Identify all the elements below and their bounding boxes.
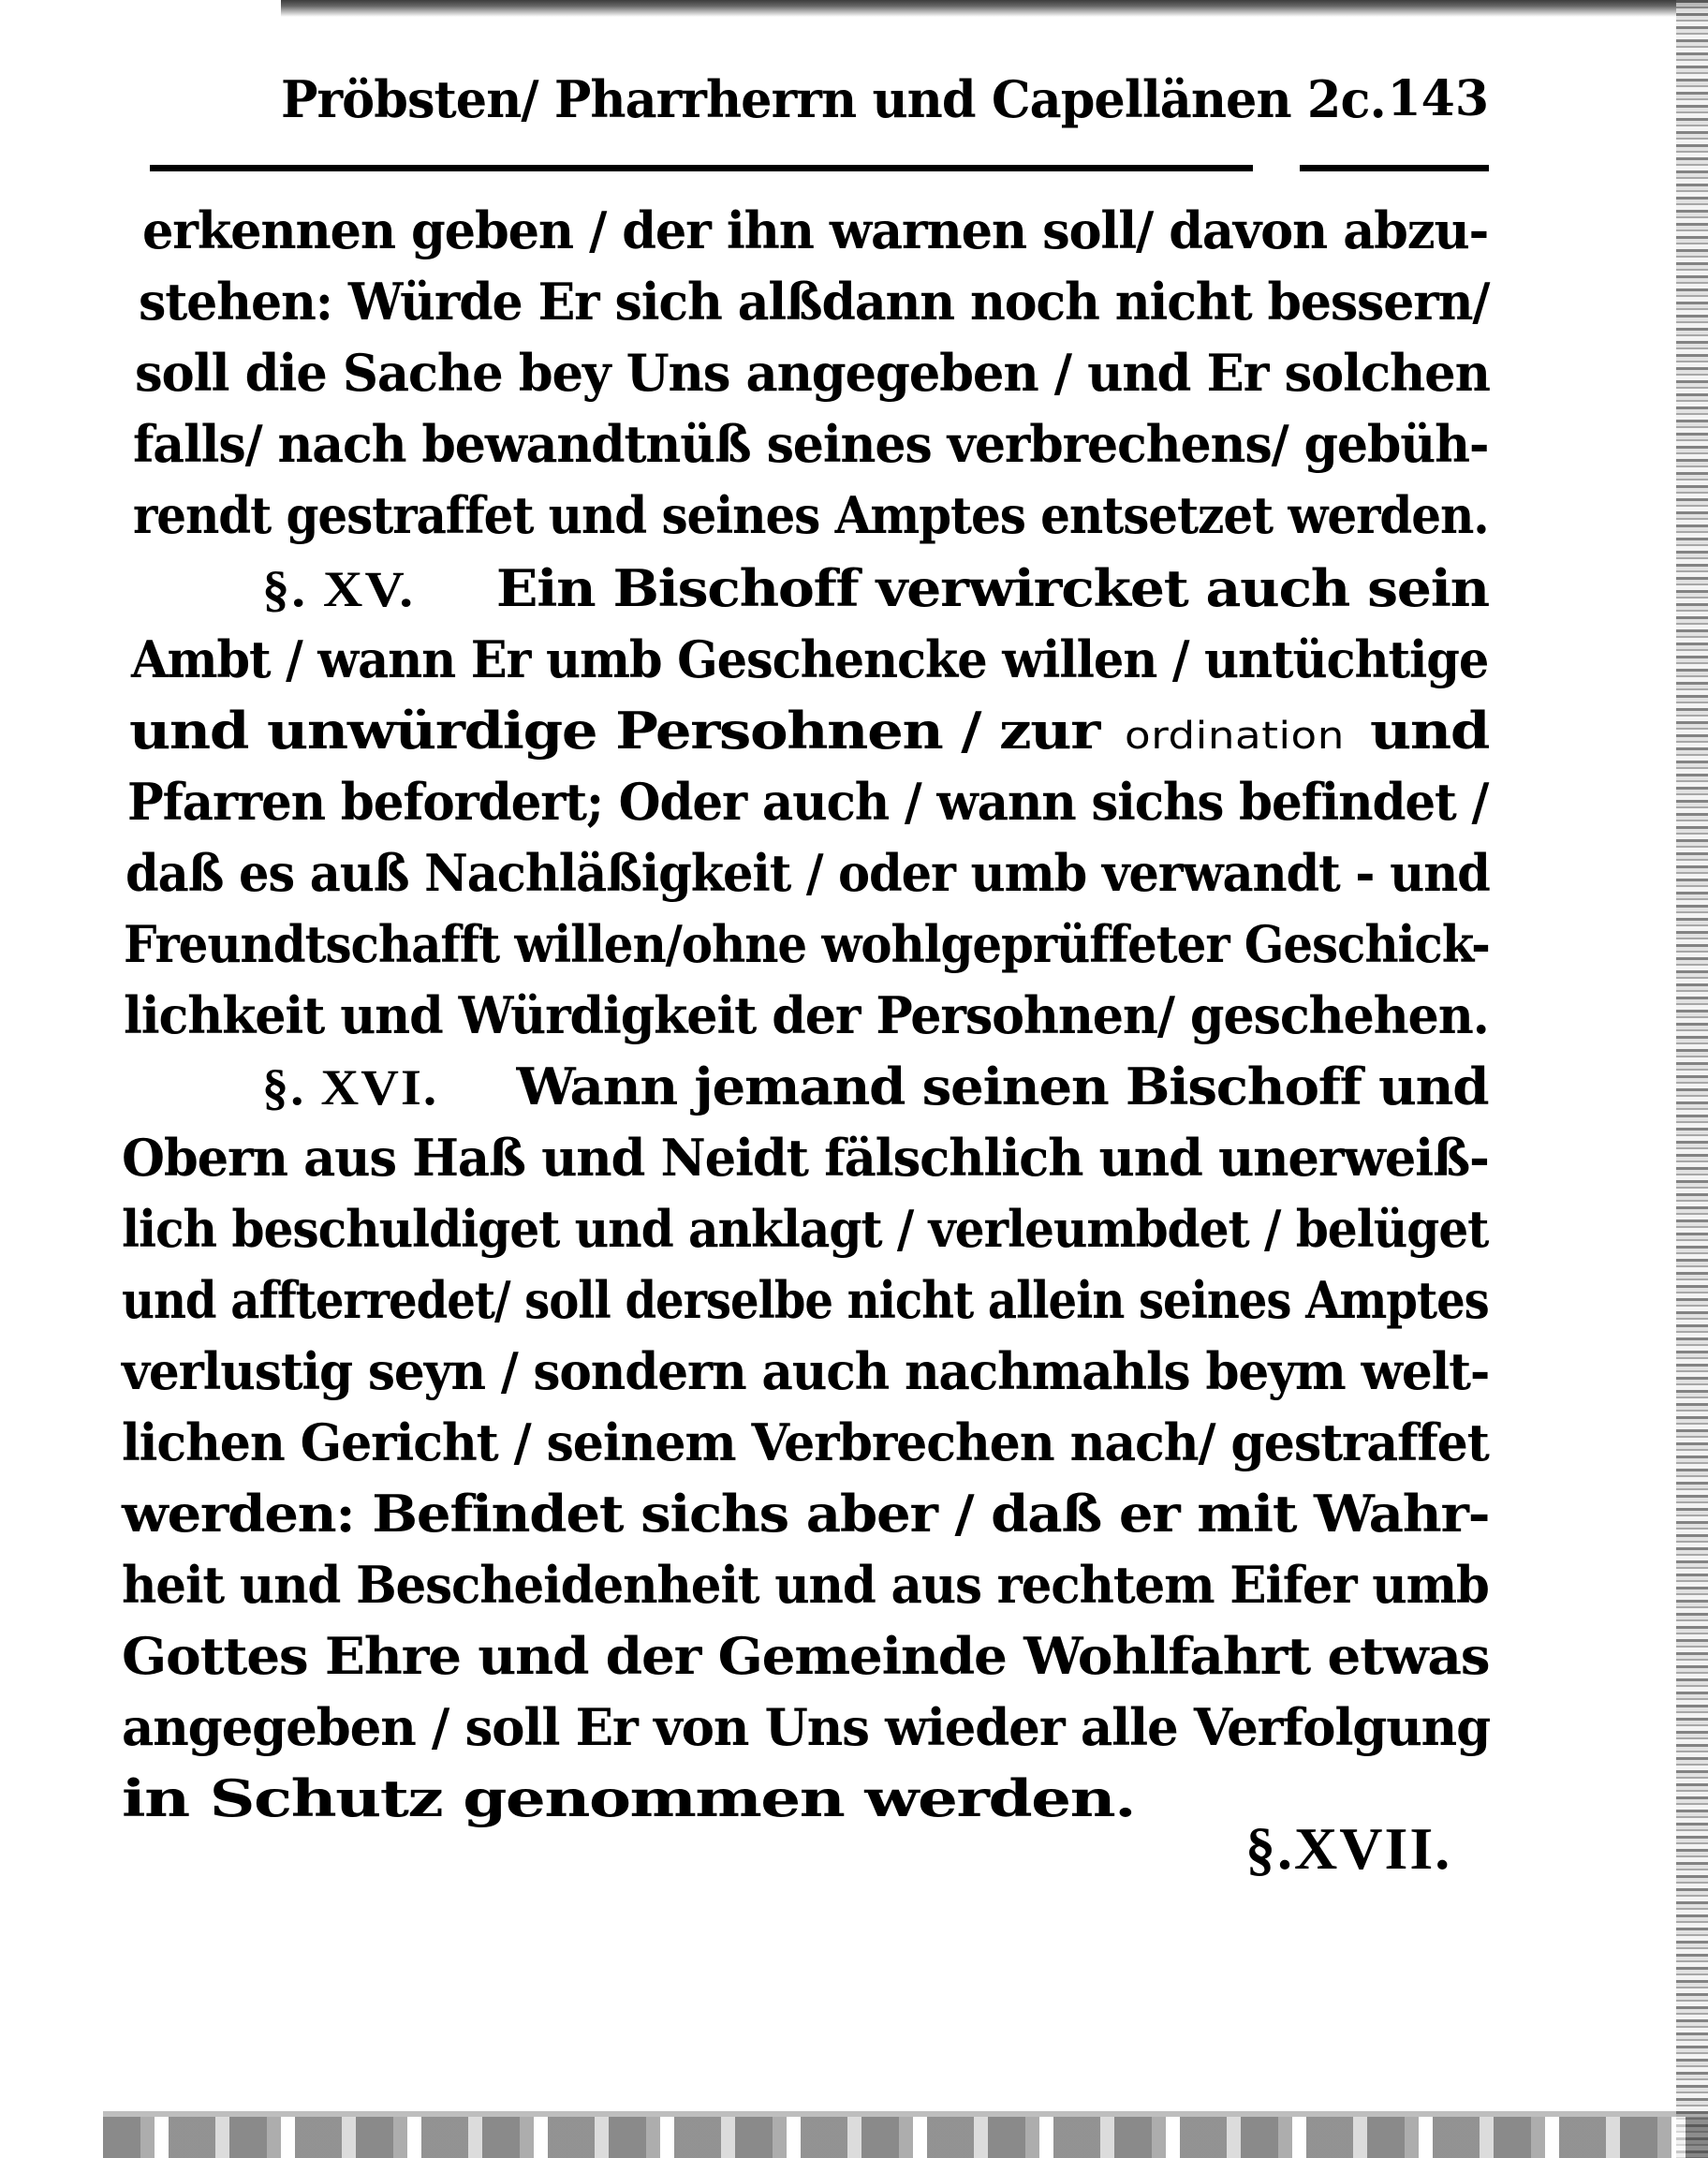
running-title: Pröbsten/ Pharrherrn und Capellänen 2c. xyxy=(281,69,1386,129)
text-line: daß es auß Nachläßigkeit / oder umb verwandt - und xyxy=(125,843,1490,903)
text-span: und unwürdige Persohnen / zur xyxy=(129,701,1099,761)
text-line: rendt gestraffet und seines Amptes entsetzet werden. xyxy=(133,485,1489,545)
text-span: Wann jemand seinen Bischoff und xyxy=(516,1057,1489,1116)
text-line: falls/ nach bewandtnüß seines verbrechens/ gebüh- xyxy=(133,414,1489,474)
header-rule-break xyxy=(1253,159,1300,176)
paragraph-line xyxy=(262,553,1489,624)
paragraph-line xyxy=(129,695,1489,766)
text-line: soll die Sache bey Uns angegeben / und Er solchen xyxy=(135,343,1490,403)
text-line: stehen: Würde Er sich alßdann noch nicht bessern/ xyxy=(139,272,1490,332)
text-line: lich beschuldiget und anklagt / verleumbdet / belüget xyxy=(122,1199,1489,1259)
text-line: lichen Gericht / seinem Verbrechen nach/ gestraffet xyxy=(122,1412,1489,1472)
running-header xyxy=(281,62,1489,137)
paragraph-line xyxy=(262,1051,1488,1122)
scan-edge-top xyxy=(281,0,1708,17)
text-line: Gottes Ehre und der Gemeinde Wohlfahrt etwas xyxy=(122,1626,1490,1686)
text-line: Ambt / wann Er umb Geschencke willen / untüchtige xyxy=(131,629,1489,689)
scan-edge-bottom xyxy=(103,2117,1708,2158)
text-line: werden: Befindet sichs aber / daß er mit Wahr- xyxy=(122,1484,1490,1544)
section-heading-xvi: §. XVI. xyxy=(262,1059,439,1116)
text-span: und xyxy=(1369,701,1490,761)
text-line: heit und Bescheidenheit und aus rechtem Eifer umb xyxy=(122,1555,1489,1615)
text-span: Ein Bischoff verwircket auch sein xyxy=(495,558,1489,618)
text-line: erkennen geben / der ihn warnen soll/ davon abzu- xyxy=(142,200,1489,260)
text-line: in Schutz genommen werden. xyxy=(122,1768,1136,1828)
text-line: Obern aus Haß und Neidt fälschlich und unerweiß- xyxy=(122,1128,1489,1188)
text-line: und affterredet/ soll derselbe nicht allein seines Amptes xyxy=(122,1270,1489,1330)
text-line: verlustig seyn / sondern auch nachmahls beym welt- xyxy=(122,1341,1490,1401)
catchword: §.XVII. xyxy=(1245,1815,1452,1882)
text-line: angegeben / soll Er von Uns wieder alle Verfolgung xyxy=(122,1697,1491,1757)
scan-edge-right xyxy=(1676,0,1708,2158)
text-line: Pfarren befordert; Oder auch / wann sichs befindet / xyxy=(127,772,1489,832)
latin-term: ordination xyxy=(1125,715,1345,758)
text-line: Freundtschafft willen/ohne wohlgeprüffeter Geschick- xyxy=(124,914,1490,974)
text-line: lichkeit und Würdigkeit der Persohnen/ geschehen. xyxy=(124,985,1489,1045)
page-number: 143 xyxy=(1387,70,1489,127)
section-heading-xv: §. XV. xyxy=(262,561,416,617)
